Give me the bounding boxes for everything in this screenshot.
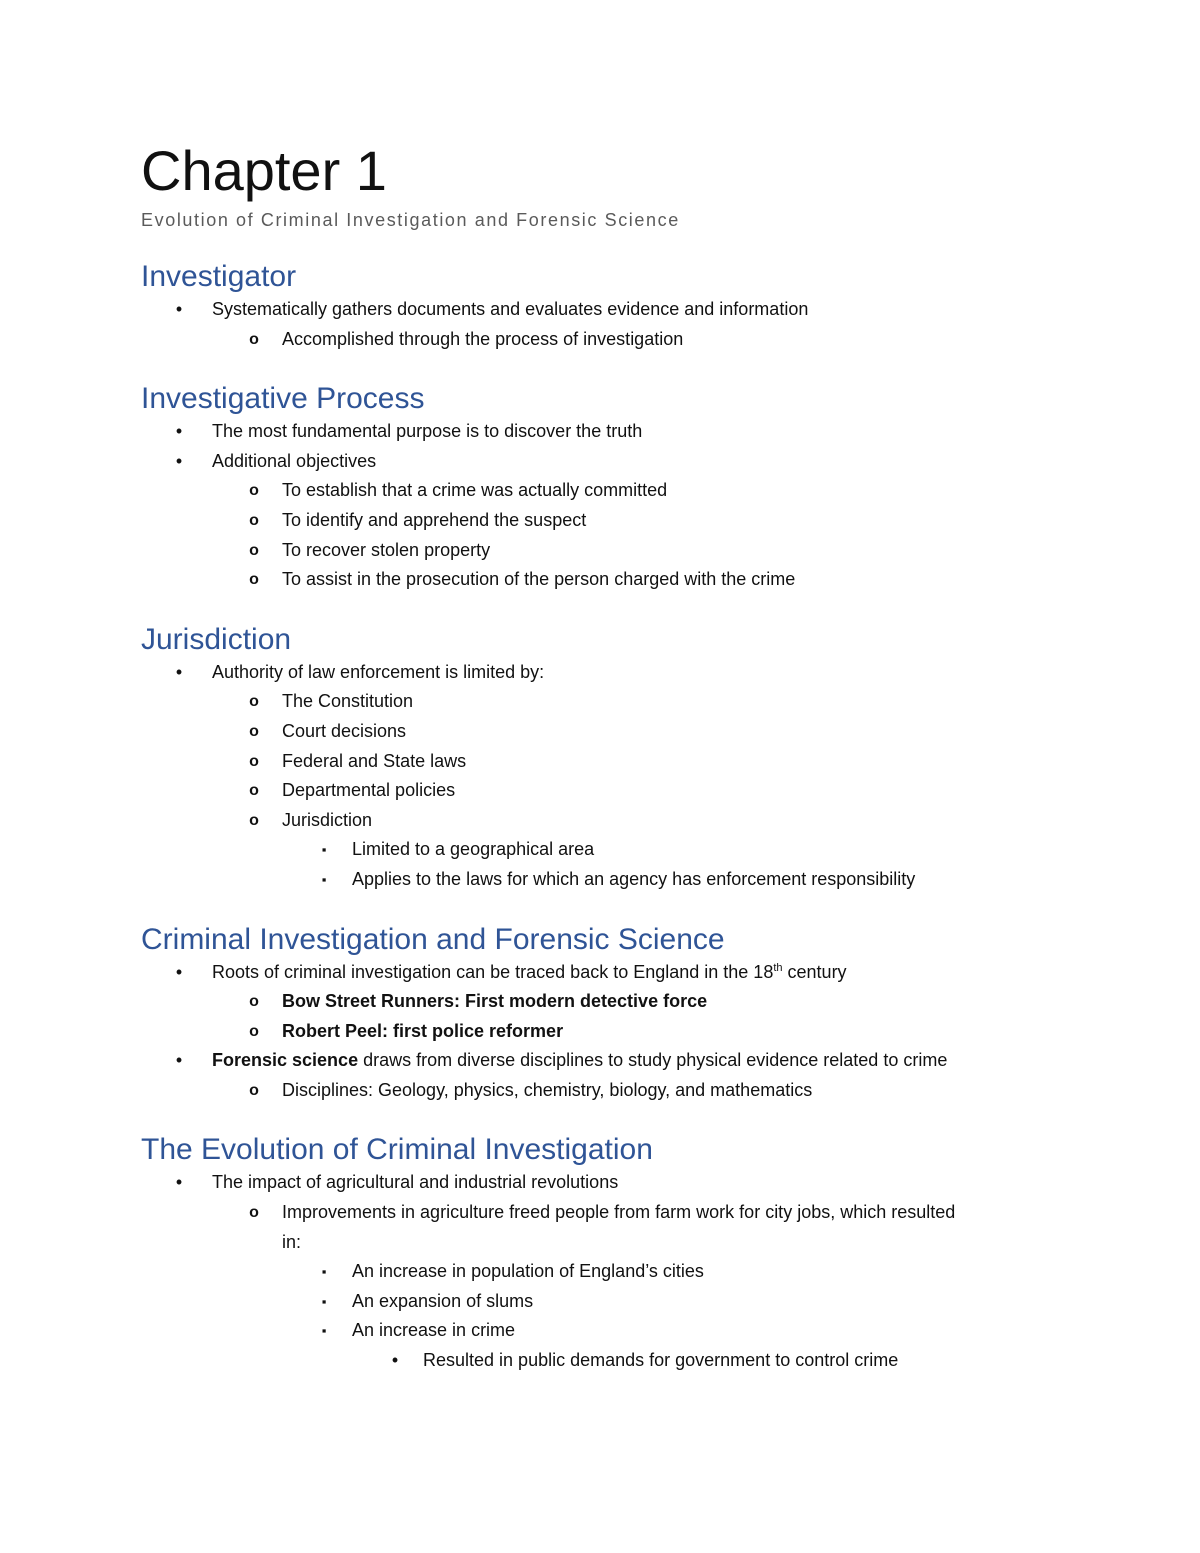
bullet-marker: • [175,421,183,442]
superscript-th: th [773,961,783,974]
list-item [141,865,1061,895]
document-page [141,138,1061,1376]
bullet-marker: • [391,1350,399,1371]
list-investigative-process [141,417,1061,595]
circle-marker: o [249,1081,259,1099]
list-item [141,1017,1061,1047]
circle-marker: o [249,1022,259,1040]
bullet-marker: • [175,661,183,682]
item-text-forensic-science: Forensic science [212,1050,359,1071]
bullet-marker: • [175,450,183,471]
section-evolution [141,1132,1061,1375]
list-item [141,806,1061,836]
item-text: Resulted in public demands for government to control crime [423,1350,899,1371]
heading-evolution: The Evolution of Criminal Investigation [141,1133,653,1167]
list-investigator [141,295,1061,354]
item-text: The Constitution [282,691,414,712]
list-item [141,1168,1061,1198]
document-subtitle: Evolution of Criminal Investigation and Forensic Science [141,210,680,230]
list-item [141,687,1061,717]
item-text: Accomplished through the process of investigation [282,328,684,349]
heading-criminal-investigation-forensic: Criminal Investigation and Forensic Science [141,922,725,956]
bullet-marker: • [175,299,183,319]
list-criminal-investigation-forensic [141,958,1061,1106]
circle-marker: o [249,571,259,589]
item-text: An increase in crime [352,1320,516,1341]
list-item [141,1046,1061,1076]
item-text: Disciplines: Geology, physics, chemistry, biology, and mathematics [282,1079,813,1100]
list-item [141,717,1061,747]
bullet-marker: • [175,1172,183,1193]
document-title: Chapter 1 [141,139,387,202]
section-criminal-investigation-forensic [141,922,1061,1106]
list-item [141,958,1061,988]
circle-marker: o [249,330,259,348]
circle-marker: o [249,693,259,711]
list-item [141,417,1061,447]
item-text: Authority of law enforcement is limited by: [212,661,545,682]
item-text: To identify and apprehend the suspect [282,509,587,530]
item-text: To recover stolen property [282,539,491,560]
list-item [141,658,1061,688]
circle-marker: o [249,722,259,740]
heading-jurisdiction: Jurisdiction [141,622,292,656]
item-text: The impact of agricultural and industrial revolutions [212,1172,619,1193]
item-text-roots: Roots of criminal investigation can be traced back to England in the 18 [212,961,774,982]
item-text: An increase in population of England’s cities [352,1261,704,1282]
list-jurisdiction [141,658,1061,895]
list-item [141,835,1061,865]
item-text: Systematically gathers documents and evaluates evidence and information [212,299,809,319]
item-text-robert-peel: Robert Peel: first police reformer [282,1020,564,1041]
item-text: Additional objectives [212,450,377,471]
item-text: The most fundamental purpose is to discover the truth [212,421,643,442]
item-text: To establish that a crime was actually committed [282,480,668,501]
list-item [141,536,1061,566]
list-item [141,506,1061,536]
bullet-marker: • [175,1050,183,1071]
bullet-marker: • [175,961,183,982]
list-item [141,1316,1061,1346]
section-investigative-process [141,381,1061,595]
list-item [141,747,1061,777]
list-item [141,295,1061,325]
square-marker: ▪ [321,1323,327,1339]
square-marker: ▪ [321,1293,327,1309]
list-item [141,1198,1061,1257]
list-item [141,476,1061,506]
circle-marker: o [249,993,259,1011]
item-text: Departmental policies [282,780,456,801]
list-item [141,1346,1061,1376]
item-text: Limited to a geographical area [352,839,595,860]
heading-investigative-process: Investigative Process [141,382,425,416]
circle-marker: o [249,511,259,529]
square-marker: ▪ [321,842,327,858]
list-item [141,1076,1061,1106]
circle-marker: o [249,1204,259,1222]
square-marker: ▪ [321,871,327,887]
circle-marker: o [249,811,259,829]
circle-marker: o [249,782,259,800]
item-text: Court decisions [282,720,407,741]
list-item [141,325,1061,355]
list-item [141,1257,1061,1287]
item-text-century: century [782,961,847,982]
heading-investigator: Investigator [141,260,297,293]
item-text-forensic-rest: draws from diverse disciplines to study physical evidence related to crime [358,1050,948,1071]
circle-marker: o [249,752,259,770]
list-evolution [141,1168,1061,1375]
item-text-line1: Improvements in agriculture freed people from farm work for city jobs, which resulted [282,1202,956,1223]
circle-marker: o [249,482,259,500]
item-text-line2: in: [282,1231,302,1252]
list-item [141,776,1061,806]
item-text: Jurisdiction [282,809,373,830]
square-marker: ▪ [321,1264,327,1280]
section-investigator [141,259,1061,354]
list-item [141,565,1061,595]
item-text: An expansion of slums [352,1290,534,1311]
item-text: Applies to the laws for which an agency has enforcement responsibility [352,868,916,889]
list-item [141,1287,1061,1317]
item-text: Federal and State laws [282,750,467,771]
circle-marker: o [249,541,259,559]
section-jurisdiction [141,622,1061,895]
list-item [141,447,1061,477]
item-text-bow-street: Bow Street Runners: First modern detective force [282,991,708,1012]
list-item [141,987,1061,1017]
item-text: To assist in the prosecution of the person charged with the crime [282,569,796,590]
